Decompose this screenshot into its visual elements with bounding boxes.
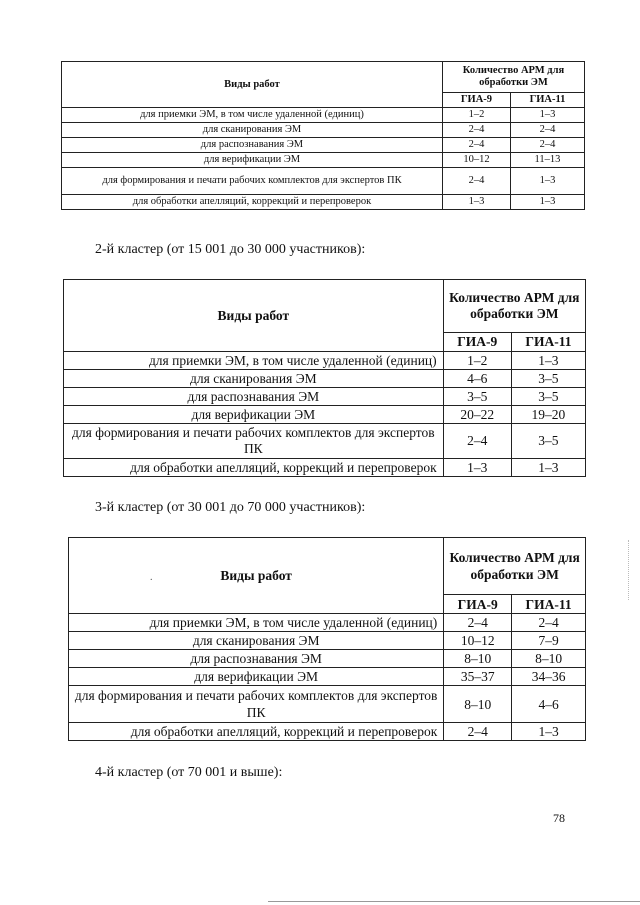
work-type-cell: для формирования и печати рабочих комплектов для экспертов ПК (64, 424, 444, 459)
table-row (62, 138, 585, 153)
work-type-cell: для обработки апелляций, коррекций и перепроверок (64, 459, 444, 477)
gia9-cell: 8–10 (444, 650, 512, 668)
table-row (69, 614, 586, 632)
work-type-cell: для формирования и печати рабочих комплектов для экспертов ПК (62, 168, 443, 195)
workstation-table-cluster-1 (61, 61, 585, 210)
cluster-4-heading: 4-й кластер (от 70 001 и выше): (95, 765, 283, 780)
table-row (69, 723, 586, 741)
gia11-cell: 7–9 (512, 632, 586, 650)
table-row (69, 668, 586, 686)
gia11-cell: 2–4 (510, 123, 584, 138)
header-workstation-count: Количество АРМ для обработки ЭМ (442, 62, 584, 93)
table-row (69, 650, 586, 668)
work-type-cell: для обработки апелляций, коррекций и перепроверок (69, 723, 444, 741)
work-type-cell: для распознавания ЭМ (62, 138, 443, 153)
gia9-cell: 2–4 (442, 138, 510, 153)
header-workstation-count: Количество АРМ для обработки ЭМ (443, 280, 585, 333)
header-gia9: ГИА-9 (442, 93, 510, 108)
table-row (64, 370, 586, 388)
gia9-cell: 2–4 (442, 168, 510, 195)
gia9-cell: 2–4 (444, 723, 512, 741)
header-gia9: ГИА-9 (443, 333, 511, 352)
work-type-cell: для верификации ЭМ (69, 668, 444, 686)
table-row (62, 108, 585, 123)
work-type-cell: для верификации ЭМ (64, 406, 444, 424)
gia9-cell: 10–12 (442, 153, 510, 168)
table-row (64, 388, 586, 406)
scan-edge-mark (628, 540, 630, 600)
table-row (62, 153, 585, 168)
gia11-cell: 34–36 (512, 668, 586, 686)
gia11-cell: 1–3 (511, 459, 585, 477)
header-gia11: ГИА-11 (512, 595, 586, 614)
gia11-cell: 1–3 (510, 195, 584, 210)
work-type-cell: для сканирования ЭМ (62, 123, 443, 138)
gia9-cell: 35–37 (444, 668, 512, 686)
work-type-cell: для сканирования ЭМ (64, 370, 444, 388)
gia11-cell: 4–6 (512, 686, 586, 723)
work-type-cell: для сканирования ЭМ (69, 632, 444, 650)
table-row (64, 424, 586, 459)
work-type-cell: для приемки ЭМ, в том числе удаленной (единиц) (69, 614, 444, 632)
gia11-cell: 11–13 (510, 153, 584, 168)
work-type-cell: для распознавания ЭМ (64, 388, 444, 406)
header-work-types: Виды работ (62, 62, 443, 108)
gia11-cell: 3–5 (511, 388, 585, 406)
gia9-cell: 3–5 (443, 388, 511, 406)
work-type-cell: для распознавания ЭМ (69, 650, 444, 668)
gia9-cell: 8–10 (444, 686, 512, 723)
table-row (62, 195, 585, 210)
work-type-cell: для верификации ЭМ (62, 153, 443, 168)
header-work-types: Виды работ (64, 280, 444, 352)
table-row (69, 632, 586, 650)
gia11-cell: 2–4 (512, 614, 586, 632)
gia9-cell: 1–2 (442, 108, 510, 123)
gia11-cell: 1–3 (512, 723, 586, 741)
cluster-3-heading: 3-й кластер (от 30 001 до 70 000 участников): (95, 500, 366, 515)
header-workstation-count: Количество АРМ для обработки ЭМ (444, 538, 586, 595)
table-row (69, 686, 586, 723)
table-row (64, 406, 586, 424)
page-number: 78 (553, 811, 565, 825)
workstation-table-cluster-2 (63, 279, 586, 477)
gia11-cell: 1–3 (510, 108, 584, 123)
gia11-cell: 2–4 (510, 138, 584, 153)
table-row (64, 459, 586, 477)
stray-mark: . (150, 572, 153, 583)
header-gia11: ГИА-11 (511, 333, 585, 352)
gia11-cell: 19–20 (511, 406, 585, 424)
table-row (62, 123, 585, 138)
workstation-table-cluster-3 (68, 537, 586, 741)
work-type-cell: для приемки ЭМ, в том числе удаленной (единиц) (64, 352, 444, 370)
gia11-cell: 1–3 (510, 168, 584, 195)
table-row (62, 168, 585, 195)
work-type-cell: для обработки апелляций, коррекций и перепроверок (62, 195, 443, 210)
cluster-2-heading: 2-й кластер (от 15 001 до 30 000 участников): (95, 242, 366, 257)
gia9-cell: 10–12 (444, 632, 512, 650)
gia9-cell: 20–22 (443, 406, 511, 424)
gia11-cell: 3–5 (511, 424, 585, 459)
header-gia9: ГИА-9 (444, 595, 512, 614)
work-type-cell: для приемки ЭМ, в том числе удаленной (единиц) (62, 108, 443, 123)
header-work-types: Виды работ (69, 538, 444, 614)
work-type-cell: для формирования и печати рабочих комплектов для экспертов ПК (69, 686, 444, 723)
gia9-cell: 4–6 (443, 370, 511, 388)
gia11-cell: 8–10 (512, 650, 586, 668)
header-gia11: ГИА-11 (510, 93, 584, 108)
gia9-cell: 1–2 (443, 352, 511, 370)
gia9-cell: 1–3 (442, 195, 510, 210)
table-row (64, 352, 586, 370)
gia11-cell: 1–3 (511, 352, 585, 370)
gia9-cell: 2–4 (443, 424, 511, 459)
gia9-cell: 1–3 (443, 459, 511, 477)
gia9-cell: 2–4 (444, 614, 512, 632)
gia11-cell: 3–5 (511, 370, 585, 388)
bottom-rule (268, 901, 640, 902)
gia9-cell: 2–4 (442, 123, 510, 138)
